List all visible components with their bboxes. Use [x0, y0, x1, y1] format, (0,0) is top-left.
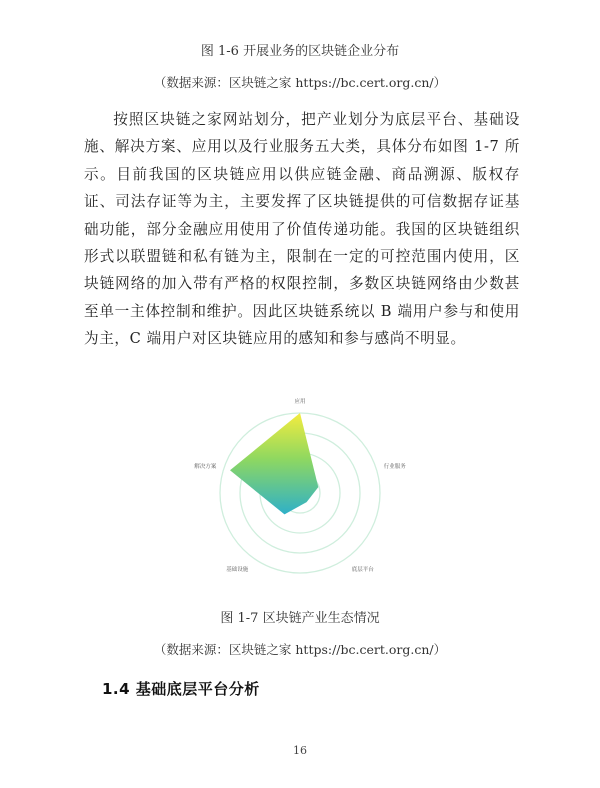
figure-1-6-source: （数据来源：区块链之家 https://bc.cert.org.cn/）: [153, 75, 447, 90]
figure-1-7-caption: 图 1-7 区块链产业生态情况: [220, 611, 380, 626]
figure-1-6-caption: 图 1-6 开展业务的区块链企业分布: [200, 44, 400, 59]
page-number: 16: [293, 744, 307, 757]
radar-axis-label: 底层平台: [351, 567, 374, 574]
radar-area: [230, 413, 318, 514]
figure-1-7-source: （数据来源：区块链之家 https://bc.cert.org.cn/）: [153, 642, 447, 657]
radar-axis-label: 解决方案: [194, 463, 217, 470]
radar-chart-svg: [178, 395, 422, 579]
radar-axis-label: 应用: [294, 399, 306, 405]
radar-chart: [178, 395, 422, 579]
section-heading: 1.4 基础底层平台分析: [102, 680, 260, 698]
radar-axis-label: 基础设施: [226, 567, 249, 574]
radar-axis-label: 行业服务: [383, 463, 406, 470]
radar-area-group: [230, 413, 318, 514]
body-paragraph: 按照区块链之家网站划分，把产业划分为底层平台、基础设施、解决方案、应用以及行业服务五大类，具体分布如图 1-7 所示。目前我国的区块链应用以供应链金融、商品溯源、版权存证、司法存证等为主，主要发挥了区块链提供的可信数据存证基础功能，部分金融应用使用了价值传递功能。我国的区块链组织形式以联盟链和私有链为主，限制在一定的可控范围内使用，区块链网络的加入带有严格的权限控制，多数区块链网络由少数甚至单一主体控制和维护。因此区块链系统以 B 端用户参与和使用为主，C 端用户对区块链应用的感知和参与感尚不明显。: [84, 111, 520, 348]
